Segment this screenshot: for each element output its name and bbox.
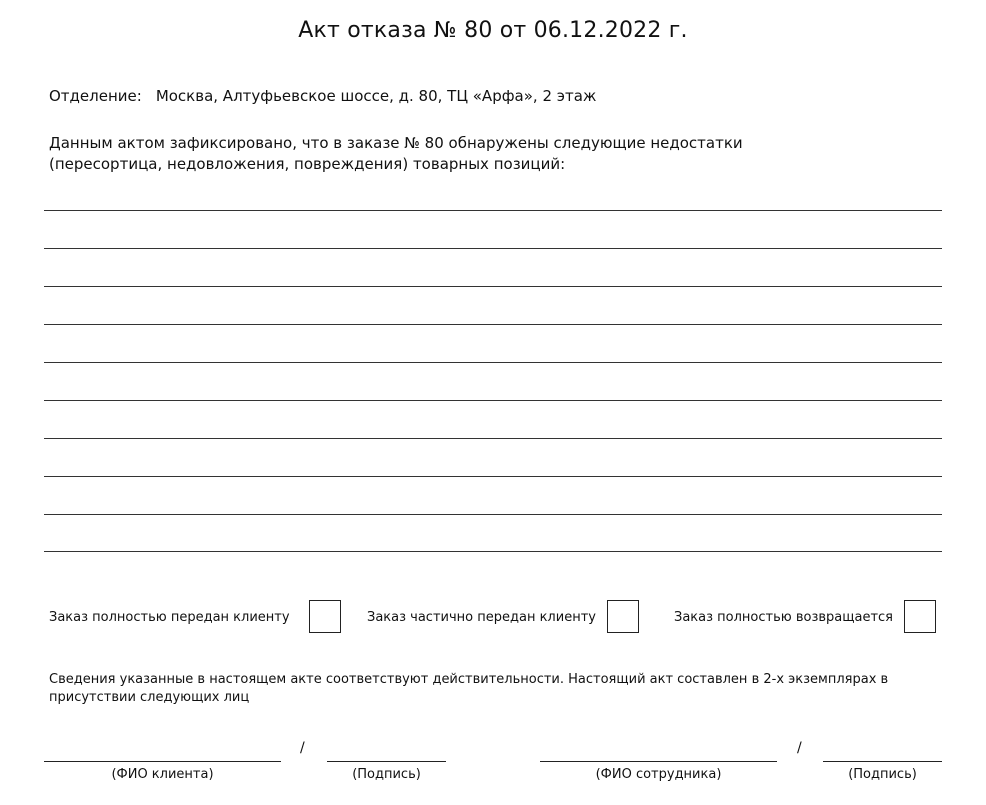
employee-signature-field[interactable]: [823, 761, 942, 762]
order-status-options: [0, 600, 986, 636]
department-value: Москва, Алтуфьевское шоссе, д. 80, ТЦ «Арфа», 2 этаж: [155, 87, 597, 105]
defects-line-1[interactable]: [44, 210, 942, 211]
defects-line-10[interactable]: [44, 551, 942, 552]
client-signature-separator: /: [300, 740, 305, 756]
defects-line-9[interactable]: [44, 514, 942, 515]
defects-line-6[interactable]: [44, 400, 942, 401]
note-line-1: Сведения указанные в настоящем акте соответствуют действительности. Настоящий акт составлен в 2-х экземплярах в: [49, 672, 889, 687]
client-signature-field[interactable]: [327, 761, 446, 762]
client-name-caption: (ФИО клиента): [111, 767, 214, 782]
department-label: Отделение:: [49, 87, 142, 105]
note-line-2: присутствии следующих лиц: [49, 690, 250, 705]
description-line-2: (пересортица, недовложения, повреждения) товарных позиций:: [49, 155, 566, 173]
confirmation-note: [49, 671, 929, 707]
defects-line-2[interactable]: [44, 248, 942, 249]
option-full-return-checkbox[interactable]: [904, 600, 936, 633]
client-signature-caption: (Подпись): [352, 767, 421, 782]
department-line: [49, 87, 596, 105]
option-full-transfer-checkbox[interactable]: [309, 600, 341, 633]
defects-line-3[interactable]: [44, 286, 942, 287]
employee-name-field[interactable]: [540, 761, 777, 762]
employee-signature-caption: (Подпись): [848, 767, 917, 782]
document-title: Акт отказа № 80 от 06.12.2022 г.: [298, 18, 688, 43]
description-text: [49, 133, 929, 175]
option-partial-transfer-checkbox[interactable]: [607, 600, 639, 633]
option-full-transfer-label: Заказ полностью передан клиенту: [49, 610, 290, 625]
option-full-return-label: Заказ полностью возвращается: [674, 610, 893, 625]
employee-signature-separator: /: [797, 740, 802, 756]
employee-name-caption: (ФИО сотрудника): [595, 767, 722, 782]
defects-line-7[interactable]: [44, 438, 942, 439]
description-line-1: Данным актом зафиксировано, что в заказе № 80 обнаружены следующие недостатки: [49, 134, 743, 152]
defects-line-8[interactable]: [44, 476, 942, 477]
client-name-field[interactable]: [44, 761, 281, 762]
defects-line-5[interactable]: [44, 362, 942, 363]
option-partial-transfer-label: Заказ частично передан клиенту: [367, 610, 596, 625]
defects-line-4[interactable]: [44, 324, 942, 325]
